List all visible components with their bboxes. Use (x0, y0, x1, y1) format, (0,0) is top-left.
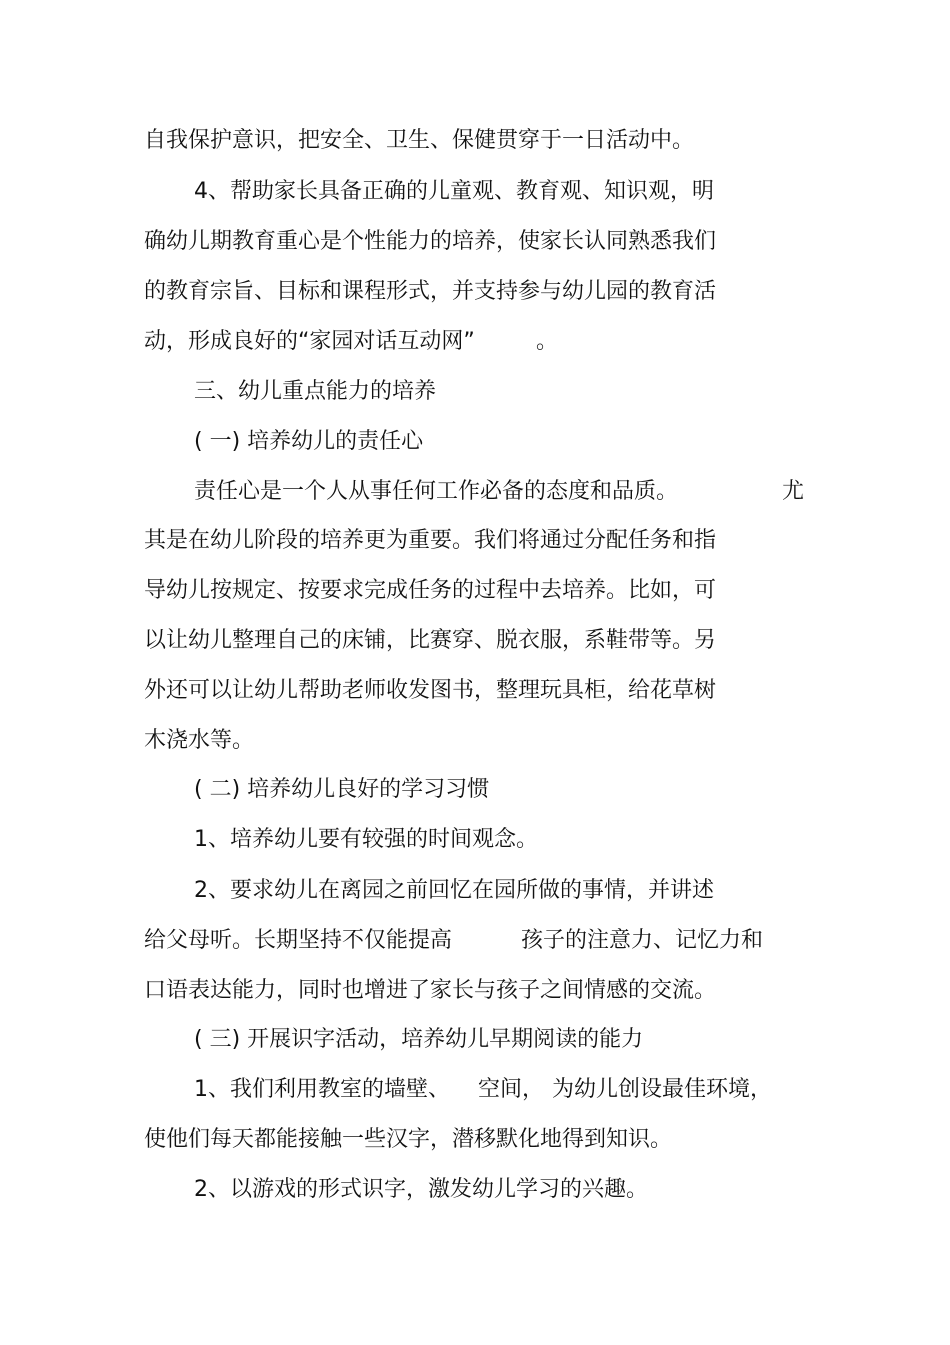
text-line (0, 322, 950, 362)
line-text: 为幼儿创设最佳环境， (552, 1077, 773, 1102)
text-line (0, 671, 950, 711)
text-line (0, 721, 950, 761)
text-line (0, 820, 950, 860)
line-text: 自我保护意识，把安全、卫生、保健贯穿于一日活动中。 (144, 128, 695, 153)
text-line (0, 222, 950, 262)
line-text: 三、幼儿重点能力的培养 (194, 379, 437, 404)
line-text: 4、帮助家长具备正确的儿童观、教育观、知识观，明 (194, 179, 714, 204)
line-text: 导幼儿按规定、按要求完成任务的过程中去培养。比如，可 (144, 578, 717, 603)
line-text: ( 二) 培养幼儿良好的学习习惯 (194, 777, 490, 802)
line-text: 木浇水等。 (144, 728, 255, 753)
subsection-heading (0, 770, 950, 810)
text-line (0, 871, 950, 911)
text-line (0, 921, 950, 961)
line-text: 动，形成良好的“家园对话互动网” (144, 329, 475, 354)
line-text: 以让幼儿整理自己的床铺，比赛穿、脱衣服，系鞋带等。另 (144, 628, 717, 653)
text-line (0, 1170, 950, 1210)
line-text: 的教育宗旨、目标和课程形式，并支持参与幼儿园的教育活 (144, 279, 717, 304)
line-text: 2、以游戏的形式识字，激发幼儿学习的兴趣。 (194, 1177, 648, 1202)
line-text: ( 一) 培养幼儿的责任心 (194, 429, 424, 454)
text-line (0, 621, 950, 661)
text-line (0, 521, 950, 561)
line-text: 使他们每天都能接触一些汉字，潜移默化地得到知识。 (144, 1127, 673, 1152)
subsection-heading (0, 1020, 950, 1060)
text-line (0, 172, 950, 212)
text-line (0, 971, 950, 1011)
section-heading (0, 372, 950, 412)
text-line (0, 121, 950, 161)
line-text: 尤 (782, 479, 805, 504)
line-text: 确幼儿期教育重心是个性能力的培养，使家长认同熟悉我们 (144, 229, 717, 254)
line-text: 1、我们利用教室的墙壁、 (194, 1077, 450, 1102)
text-line (0, 1120, 950, 1160)
line-text: 孩子的注意力、记忆力和 (521, 928, 764, 953)
line-text: 其是在幼儿阶段的培养更为重要。我们将通过分配任务和指 (144, 528, 717, 553)
line-text: 1、培养幼儿要有较强的时间观念。 (194, 827, 538, 852)
text-line (0, 272, 950, 312)
line-text: 2、要求幼儿在离园之前回忆在园所做的事情，并讲述 (194, 878, 714, 903)
text-line (0, 571, 950, 611)
line-text: 口语表达能力，同时也增进了家长与孩子之间情感的交流。 (144, 978, 717, 1003)
subsection-heading (0, 422, 950, 462)
line-text: ( 三) 开展识字活动，培养幼儿早期阅读的能力 (194, 1027, 644, 1052)
line-text: 。 (536, 329, 559, 354)
line-text: 外还可以让幼儿帮助老师收发图书，整理玩具柜，给花草树 (144, 678, 717, 703)
text-line (0, 1070, 950, 1110)
line-text: 给父母听。长期坚持不仅能提高 (144, 928, 453, 953)
line-text: 责任心是一个人从事任何工作必备的态度和品质。 (194, 479, 679, 504)
text-line (0, 472, 950, 512)
line-text: 空间， (478, 1077, 545, 1102)
